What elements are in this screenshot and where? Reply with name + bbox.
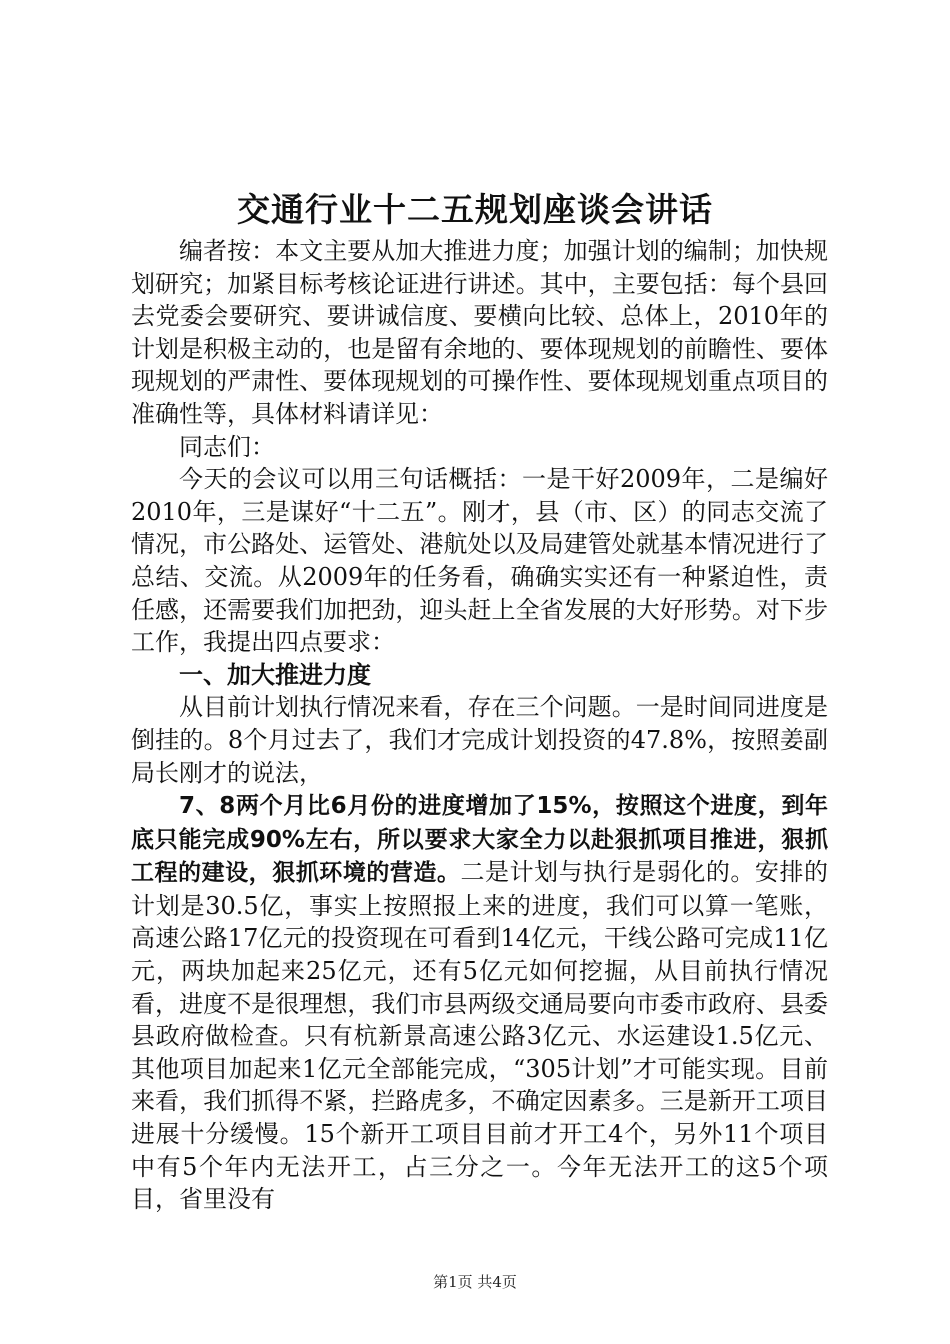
salutation: 同志们： [179, 432, 275, 461]
emphasized-text: 7、8两个月比6月份的进度增加了15%，按照这个进度，到年底只能完成90%左右，所以要求大家全力以赴狠抓项目推进，狠抓工程的建设，狠抓环境的营造。 [131, 793, 828, 887]
section-paragraph-emphasis [131, 789, 828, 1216]
document-title: 交通行业十二五规划座谈会讲话 [237, 190, 713, 229]
intro-paragraph: 今天的会议可以用三句话概括：一是干好2009年，二是编好2010年，三是谋好“十二五”。刚才，县（市、区）的同志交流了情况，市公路处、运管处、港航处以及局建管处就基本情况进行了总结、交流。从2009年的任务看，确确实实还有一种紧迫性，责任感，还需要我们加把劲，迎头赶上全省发展的大好形势。对下步工作，我提出四点要求： [131, 465, 828, 657]
page-footer: 第1页 共4页 [433, 1273, 517, 1291]
document-body [131, 235, 828, 1216]
paragraph-continuation: 二是计划与执行是弱化的。安排的计划是30.5亿，事实上按照报上来的进度，我们可以算一笔账，高速公路17亿元的投资现在可看到14亿元，干线公路可完成11亿元，两块加起来25亿元，还有5亿元如何挖掘，从目前执行情况看，进度不是很理想，我们市县两级交通局要向市委市政府、县委县政府做检查。只有杭新景高速公路3亿元、水运建设1.5亿元、其他项目加起来1亿元全部能完成，“305计划”才可能实现。目前来看，我们抓得不紧，拦路虎多，不确定因素多。三是新开工项目进展十分缓慢。15个新开工项目目前才开工4个，另外11个项目中有5个年内无法开工，占三分之一。今年无法开工的这5个项目，省里没有 [131, 858, 828, 1214]
editor-note-paragraph: 编者按：本文主要从加大推进力度；加强计划的编制；加快规划研究；加紧目标考核论证进行讲述。其中，主要包括：每个县回去党委会要研究、要讲诚信度、要横向比较、总体上，2010年的计划是积极主动的，也是留有余地的、要体现规划的前瞻性、要体现规划的严肃性、要体现规划的可操作性、要体现规划重点项目的准确性等，具体材料请详见： [131, 237, 828, 428]
section-heading: 一、加大推进力度 [179, 659, 371, 689]
section-paragraph: 从目前计划执行情况来看，存在三个问题。一是时间同进度是倒挂的。8个月过去了，我们才完成计划投资的47.8%，按照姜副局长刚才的说法， [131, 693, 828, 787]
